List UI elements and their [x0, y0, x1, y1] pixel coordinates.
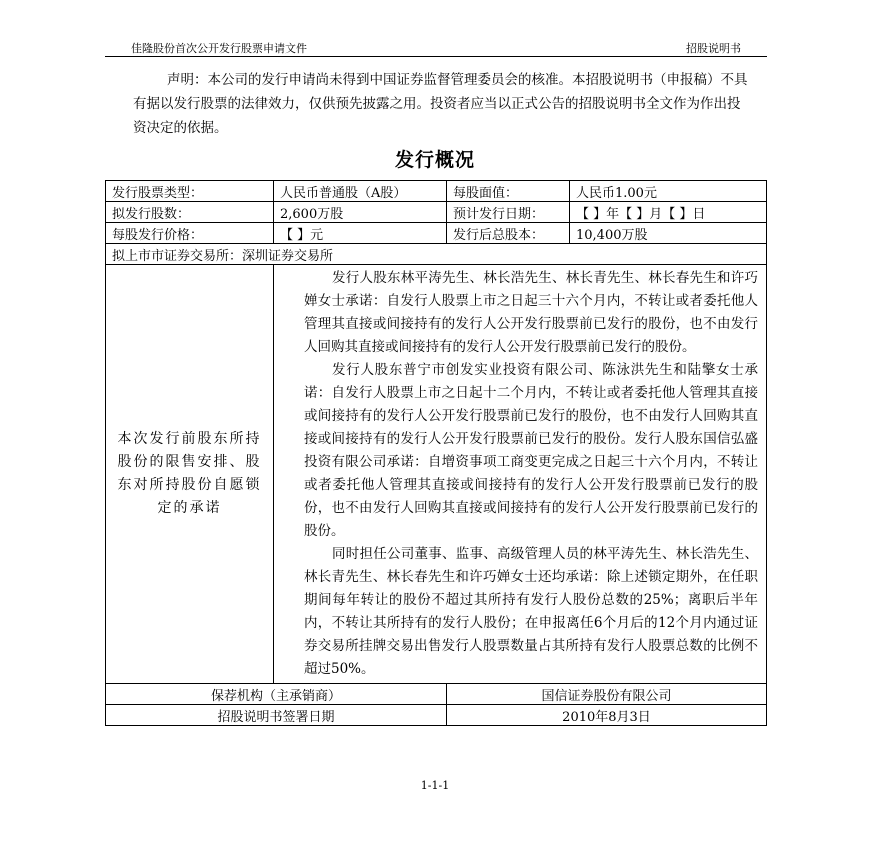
page-number: 1-1-1	[420, 779, 450, 792]
header-section: 招股说明书	[686, 42, 741, 55]
page-header	[105, 38, 767, 57]
total-shares-value: 10,400万股	[570, 223, 767, 244]
page-title: 发行概况	[394, 149, 475, 171]
table-row	[106, 265, 767, 684]
table-row	[106, 244, 767, 265]
table-row	[106, 202, 767, 223]
disclaimer-statement: 声明：本公司的发行申请尚未得到中国证券监督管理委员会的核准。本招股说明书（申报稿）不具有据以发行股票的法律效力，仅供预先披露之用。投资者应当以正式公告的招股说明书全文作为作出投资决定的依据。	[133, 72, 748, 136]
issue-price-label: 每股发行价格：	[106, 223, 274, 244]
table-row	[106, 223, 767, 244]
exchange-row: 拟上市市证券交易所：深圳证券交易所	[106, 244, 767, 265]
sign-date-label: 招股说明书签署日期	[106, 705, 447, 726]
lockup-paragraph-3: 同时担任公司董事、监事、高级管理人员的林平涛先生、林长浩先生、林长青先生、林长春先生和许巧婵女士还均承诺：除上述锁定期外，在任职期间每年转让的股份不超过其所持有发行人股份总数的25%；离职后半年内，不转让其所持有的发行人股份；在申报离任6个月后的12个月内通过证券交易所挂牌交易出售发行人股票数量占其所持有发行人股票总数的比例不超过50%。	[304, 546, 758, 677]
stock-type-label: 发行股票类型：	[106, 181, 274, 202]
par-value-label: 每股面值：	[447, 181, 570, 202]
shares-offered-value: 2,600万股	[274, 202, 447, 223]
table-row	[106, 705, 767, 726]
issue-date-label: 预计发行日期：	[447, 202, 570, 223]
par-value-value: 人民币1.00元	[570, 181, 767, 202]
total-shares-label: 发行后总股本：	[447, 223, 570, 244]
lockup-commitments	[274, 265, 767, 684]
issue-price-value: 【 】元	[274, 223, 447, 244]
header-doc-title: 佳隆股份首次公开发行股票申请文件	[131, 42, 307, 55]
sign-date-value: 2010年8月3日	[447, 705, 767, 726]
lockup-paragraph-1: 发行人股东林平涛先生、林长浩先生、林长青先生、林长春先生和许巧婵女士承诺：自发行人股票上市之日起三十六个月内，不转让或者委托他人管理其直接或间接持有的发行人公开发行股票前已发行的股份，也不由发行人回购其直接或间接持有的发行人公开发行股票前已发行的股份。	[304, 270, 758, 355]
lockup-paragraph-2: 发行人股东普宁市创发实业投资有限公司、陈泳洪先生和陆擎女士承诺：自发行人股票上市之日起十二个月内，不转让或者委托他人管理其直接或间接持有的发行人公开发行股票前已发行的股份，也不由发行人回购其直接或间接持有的发行人公开发行股票前已发行的股份。发行人股东国信弘盛投资有限公司承诺：自增资事项工商变更完成之日起三十六个月内，不转让或者委托他人管理其直接或间接持有的发行人公开发行股票前已发行的股份，也不由发行人回购其直接或间接持有的发行人公开发行股票前已发行的股份。	[304, 362, 758, 539]
table-row	[106, 684, 767, 705]
shares-offered-label: 拟发行股数：	[106, 202, 274, 223]
offering-overview-table	[105, 180, 767, 726]
issue-date-value: 【 】年【 】月【 】日	[570, 202, 767, 223]
table-row	[106, 181, 767, 202]
sponsor-label: 保荐机构（主承销商）	[106, 684, 447, 705]
lockup-label: 本次发行前股东所持股份的限售安排、股东对所持股份自愿锁定的承诺	[106, 265, 274, 684]
sponsor-value: 国信证券股份有限公司	[447, 684, 767, 705]
stock-type-value: 人民币普通股（A股）	[274, 181, 447, 202]
